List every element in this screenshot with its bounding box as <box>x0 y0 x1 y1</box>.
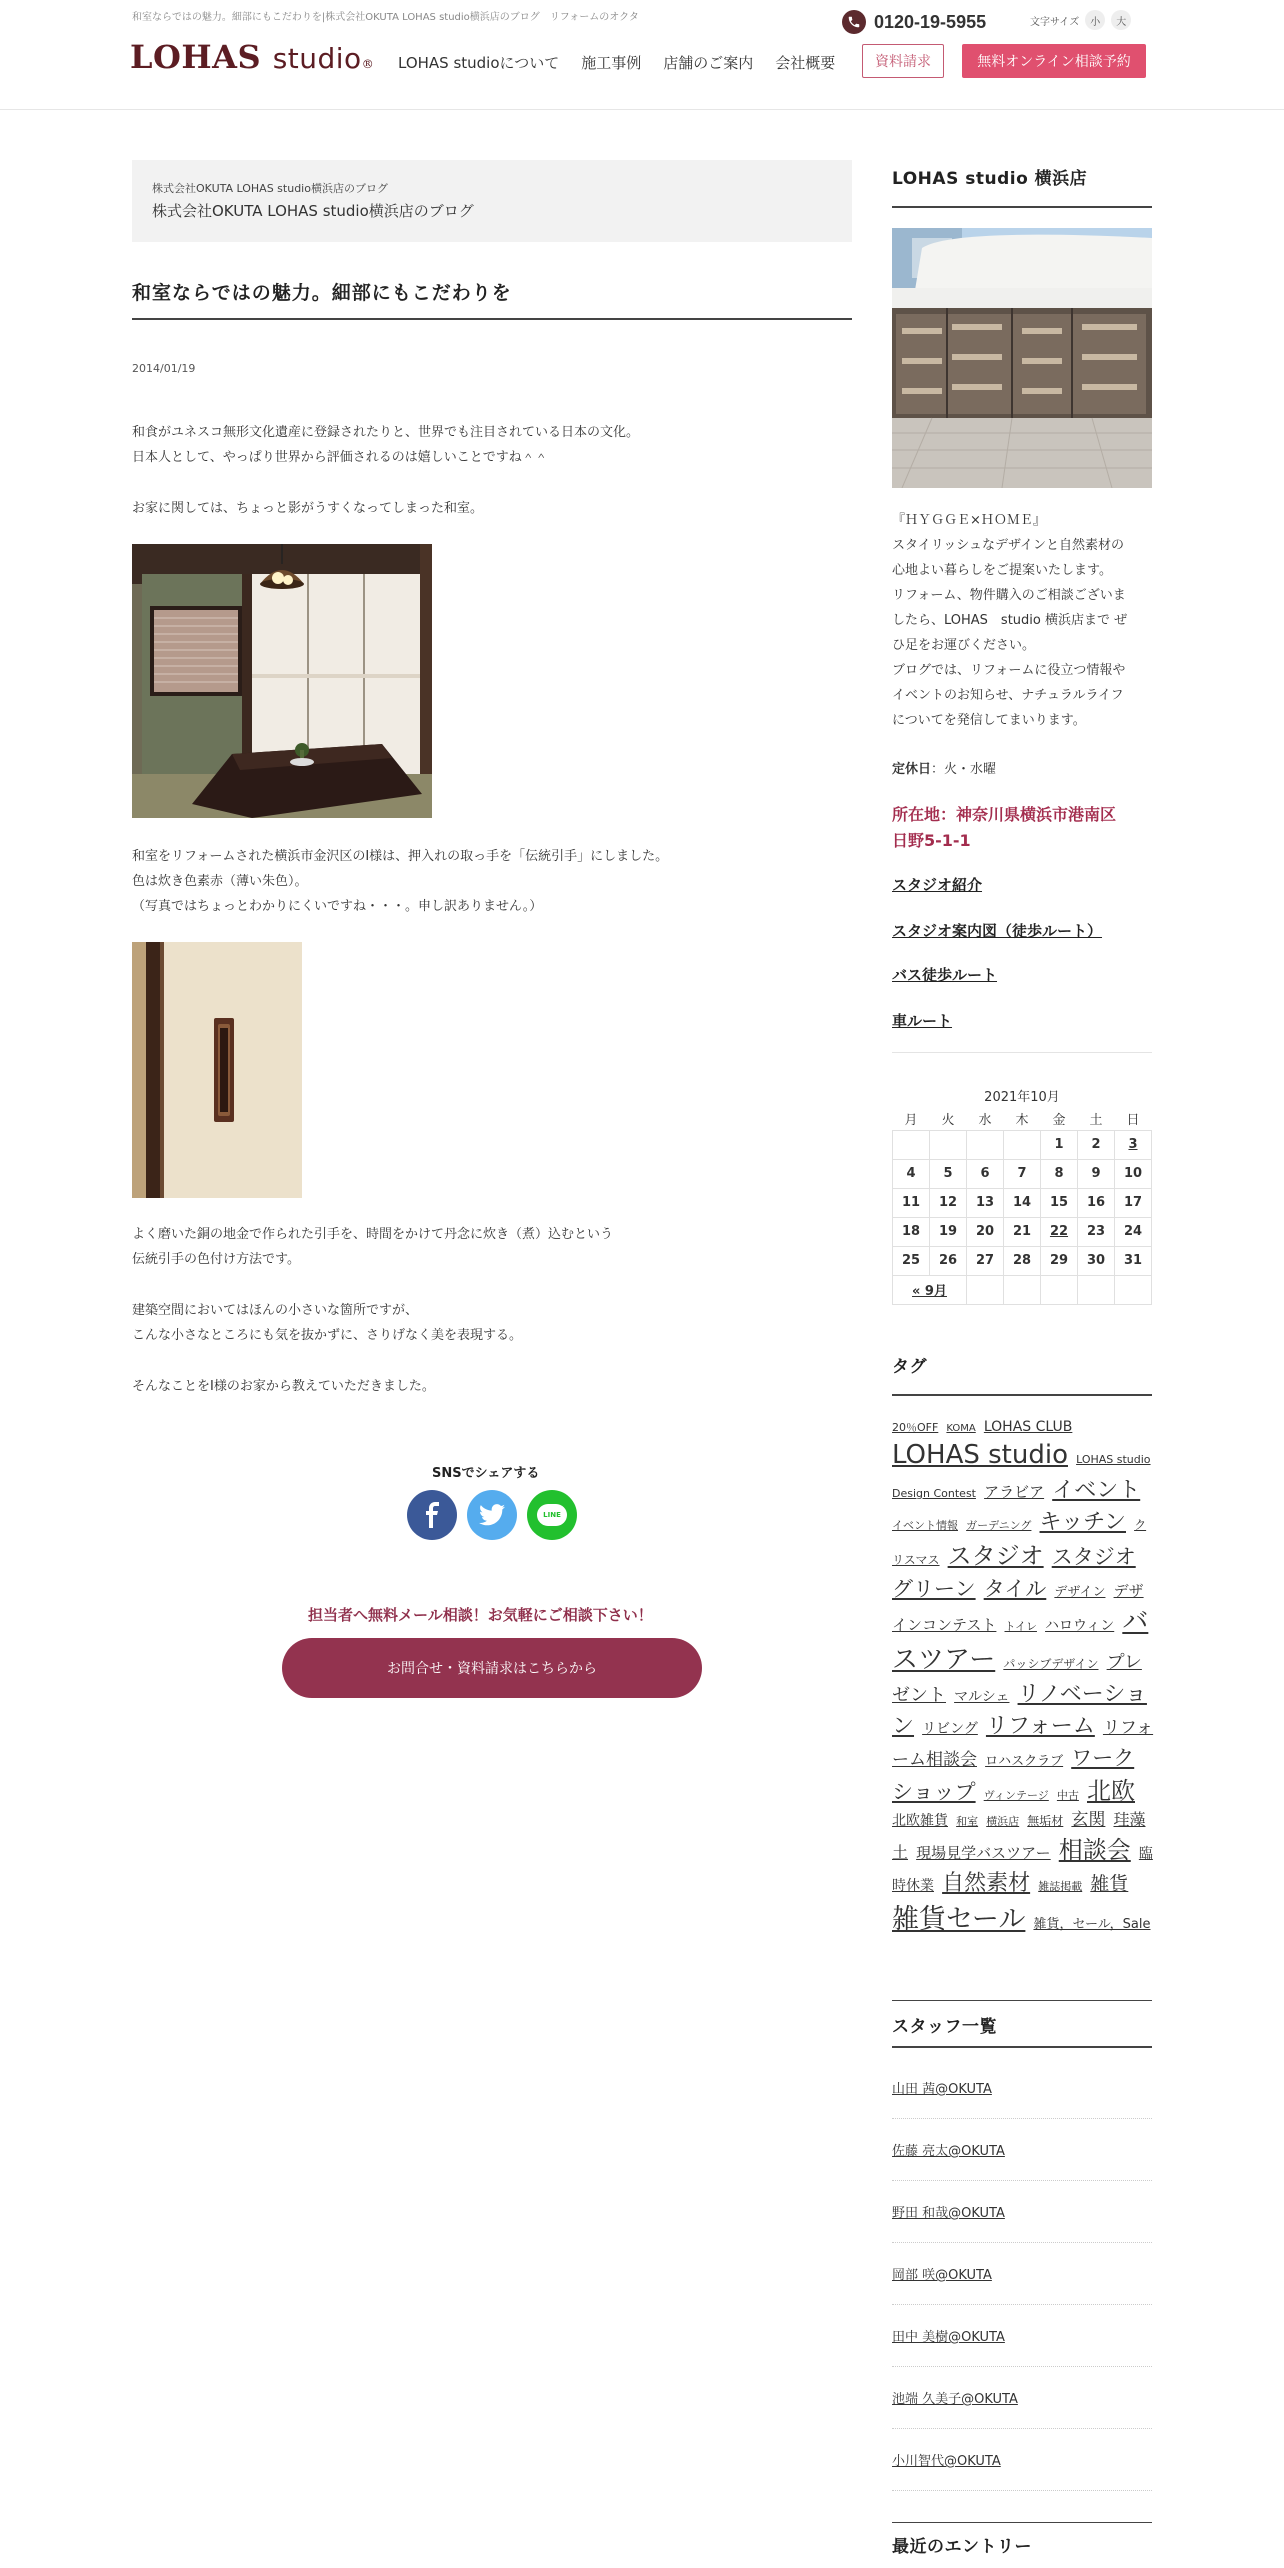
tag-link[interactable]: スタジオグリーン <box>892 1544 1136 1601</box>
staff-divider <box>892 2180 1152 2181</box>
logo-rest: studio <box>272 42 362 75</box>
tag-link[interactable]: スタジオ <box>947 1541 1044 1570</box>
share-label: SNSでシェアする <box>432 1466 540 1481</box>
calendar-day: 21 <box>1004 1217 1041 1246</box>
tag-link[interactable]: 中古 <box>1056 1788 1079 1802</box>
calendar-empty-cell <box>893 1130 930 1159</box>
tag-link[interactable]: 珪藻土 <box>892 1810 1146 1863</box>
tag-link[interactable]: リフォーム <box>985 1714 1095 1740</box>
staff-divider <box>892 2366 1152 2367</box>
staff-link[interactable]: 野田 和哉@OKUTA <box>892 2206 1005 2221</box>
tag-link[interactable]: リビング <box>922 1721 978 1738</box>
calendar-weekday: 水 <box>978 1113 992 1129</box>
text-line: 『ＨＹＧＧＥ×ＨＯＭＥ』 <box>892 513 1046 528</box>
nav-company[interactable]: 会社概要 <box>775 54 836 72</box>
staff-top-rule <box>892 2000 1152 2001</box>
staff-divider <box>892 2490 1152 2491</box>
calendar-day: 4 <box>893 1159 930 1188</box>
tag-link[interactable]: アラビア <box>984 1482 1045 1501</box>
calendar-day: 27 <box>967 1246 1004 1275</box>
staff-divider <box>892 2428 1152 2429</box>
calendar-day: 12 <box>930 1188 967 1217</box>
calendar-day: 11 <box>893 1188 930 1217</box>
door-pull-photo <box>132 942 302 1198</box>
text-line: スタイリッシュなデザインと自然素材の <box>892 538 1125 553</box>
staff-link[interactable]: 山田 茜@OKUTA <box>892 2082 992 2097</box>
store-holiday <box>892 758 996 777</box>
site-tagline: 和室ならではの魅力。細部にもこだわりを|株式会社OKUTA LOHAS studio横浜店のブログ リフォームのオクタ <box>132 12 639 23</box>
text-line: （写真ではちょっとわかりにくいですね・・・。申し訳ありません。） <box>132 899 543 914</box>
tag-link[interactable]: 北欧 <box>1087 1776 1135 1805</box>
breadcrumb[interactable]: 株式会社OKUTA LOHAS studio横浜店のブログ <box>152 182 388 195</box>
tag-link[interactable]: バスツアー <box>892 1607 1149 1675</box>
line-share-button[interactable] <box>527 1490 577 1540</box>
tag-link[interactable]: リノベーション <box>892 1682 1147 1740</box>
text-line: ブログでは、リフォームに役立つ情報や <box>892 663 1126 678</box>
calendar-day[interactable]: 22 <box>1041 1217 1078 1246</box>
tag-link[interactable]: ワークショップ <box>892 1746 1135 1804</box>
tag-link[interactable]: 北欧雑貨 <box>892 1813 948 1830</box>
holiday-label: 定休日 <box>892 762 932 777</box>
calendar-day: 31 <box>1115 1246 1152 1275</box>
store-title-rule <box>892 206 1152 208</box>
blog-name: 株式会社OKUTA LOHAS studio横浜店のブログ <box>152 202 474 220</box>
staff-link[interactable]: 岡部 咲@OKUTA <box>892 2268 992 2283</box>
calendar-day: 24 <box>1115 1217 1152 1246</box>
tag-link[interactable]: 自然素材 <box>942 1870 1031 1896</box>
calendar-weekday: 土 <box>1089 1113 1103 1129</box>
calendar-weekday: 月 <box>904 1113 918 1129</box>
font-small-button[interactable]: 小 <box>1085 10 1105 30</box>
recent-entries-title: 最近のエントリー <box>892 2537 1032 2557</box>
text-line: イベントのお知らせ、ナチュラルライフ <box>892 688 1124 703</box>
tag-link[interactable]: 現場見学バスツアー <box>916 1844 1051 1863</box>
line-icon: LINE <box>537 1504 567 1526</box>
staff-link[interactable]: 田中 美樹@OKUTA <box>892 2330 1005 2345</box>
phone-number: 0120-19-5955 <box>874 11 987 32</box>
store-photo <box>892 228 1152 488</box>
staff-divider <box>892 2304 1152 2305</box>
calendar-weekday: 金 <box>1052 1113 1066 1129</box>
post-title: 和室ならではの魅力。細部にもこだわりを <box>132 282 512 304</box>
calendar-day: 29 <box>1041 1246 1078 1275</box>
calendar-day: 26 <box>930 1246 967 1275</box>
tag-link[interactable]: 相談会 <box>1058 1836 1131 1865</box>
staff-title-rule <box>892 2046 1152 2048</box>
text-line: よく磨いた銅の地金で作られた引手を、時間をかけて丹念に炊き（煮）込むという <box>132 1227 614 1242</box>
text-line: ひ足をお運びください。 <box>892 638 1036 653</box>
phone-icon <box>842 10 866 34</box>
tags-title-rule <box>892 1394 1152 1396</box>
tag-link[interactable]: 雑貨 <box>1090 1872 1129 1895</box>
link-studio-intro[interactable]: スタジオ紹介 <box>892 876 983 894</box>
font-large-button[interactable]: 大 <box>1111 10 1131 30</box>
logo-main: LOHAS <box>130 38 262 76</box>
calendar-prev-month[interactable]: « 9月 <box>893 1275 967 1304</box>
text-line: 日本人として、やっぱり世界から評価されるのは嬉しいことですね＾＾ <box>132 450 548 465</box>
archive-calendar <box>892 1108 1152 1305</box>
text-line: こんな小さなところにも気を抜かずに、さりげなく美を表現する。 <box>132 1328 523 1343</box>
staff-link[interactable]: 池端 久美子@OKUTA <box>892 2392 1018 2407</box>
recent-top-rule <box>892 2522 1152 2523</box>
tags-title: タグ <box>892 1357 927 1377</box>
calendar-day: 5 <box>930 1159 967 1188</box>
logo-registered: ® <box>361 57 375 71</box>
tag-link[interactable]: LOHAS CLUB <box>983 1419 1073 1435</box>
tag-link[interactable]: デザイン <box>1054 1584 1106 1600</box>
font-size-label: 文字サイズ <box>1030 16 1080 28</box>
calendar-day: 2 <box>1078 1130 1115 1159</box>
calendar-day: 13 <box>967 1188 1004 1217</box>
calendar-empty-cell <box>967 1275 1004 1304</box>
request-materials-button[interactable]: 資料請求 <box>862 44 944 78</box>
tag-link[interactable]: LOHAS studio <box>892 1440 1068 1471</box>
tag-link[interactable]: キッチン <box>1039 1509 1126 1535</box>
text-line: そんなことをI様のお家から教えていただきました。 <box>132 1379 435 1394</box>
tag-link[interactable]: マルシェ <box>954 1689 1010 1706</box>
calendar-weekday: 日 <box>1126 1113 1140 1129</box>
tag-link[interactable]: 横浜店 <box>986 1815 1020 1829</box>
calendar-empty-cell <box>1078 1275 1115 1304</box>
staff-link[interactable]: 小川智代@OKUTA <box>892 2454 1001 2469</box>
tag-link[interactable]: 20％OFF <box>892 1421 939 1434</box>
contact-lead: 担当者へ無料メール相談！お気軽にご相談下さい！ <box>308 1606 653 1624</box>
tag-link[interactable]: プレゼント <box>892 1651 1142 1707</box>
calendar-day: 20 <box>967 1217 1004 1246</box>
twitter-icon <box>479 1504 505 1526</box>
tag-link[interactable]: ハロウィン <box>1045 1618 1115 1634</box>
tag-link[interactable]: リフォーム相談会 <box>892 1718 1154 1771</box>
phone-contact[interactable] <box>842 10 986 34</box>
calendar-empty-cell <box>1004 1275 1041 1304</box>
calendar-day: 14 <box>1004 1188 1041 1217</box>
post-paragraph <box>132 420 639 470</box>
calendar-day: 1 <box>1041 1130 1078 1159</box>
tag-link[interactable]: クリスマス <box>892 1517 1147 1567</box>
tag-link[interactable]: 雑貨，セール，Sale <box>1033 1916 1151 1932</box>
tag-link[interactable]: イベント情報 <box>892 1518 958 1532</box>
text-line: 和食がユネスコ無形文化遺産に登録されたりと、世界でも注目されている日本の文化。 <box>132 425 640 440</box>
text-line: お家に関しては、ちょっと影がうすくなってしまった和室。 <box>132 501 484 516</box>
facebook-share-button[interactable] <box>407 1490 457 1540</box>
tag-link[interactable]: KOMA <box>946 1423 976 1434</box>
text-line: 日野5-1-1 <box>892 831 971 850</box>
holiday-value: ：火・水曜 <box>931 762 997 777</box>
site-logo[interactable] <box>130 38 374 76</box>
blog-header-box <box>132 160 852 242</box>
calendar-day: 23 <box>1078 1217 1115 1246</box>
staff-divider <box>892 2242 1152 2243</box>
text-line: 色は炊き色素赤（薄い朱色）。 <box>132 874 308 889</box>
link-walking-map[interactable]: スタジオ案内図（徒歩ルート） <box>892 922 1103 940</box>
calendar-day[interactable]: 3 <box>1115 1130 1152 1159</box>
tag-link[interactable]: デザインコンテスト <box>892 1581 1144 1634</box>
calendar-day: 17 <box>1115 1188 1152 1217</box>
site-header <box>0 0 1284 110</box>
link-car-route[interactable]: 車ルート <box>892 1012 953 1030</box>
calendar-day: 10 <box>1115 1159 1152 1188</box>
sidebar-divider <box>892 1052 1152 1053</box>
tag-link[interactable]: 玄関 <box>1071 1810 1106 1831</box>
calendar-day: 19 <box>930 1217 967 1246</box>
calendar-day: 28 <box>1004 1246 1041 1275</box>
text-line: リフォーム、物件購入のご相談ございま <box>892 588 1126 603</box>
tag-link[interactable]: ヴィンテージ <box>983 1788 1049 1802</box>
tag-link[interactable]: LOHAS studio Design Contest <box>892 1453 1151 1500</box>
calendar-caption: 2021年10月 <box>984 1090 1060 1105</box>
tag-link[interactable]: パッシブデザイン <box>1003 1656 1099 1671</box>
calendar-empty-cell <box>967 1130 1004 1159</box>
nav-about[interactable]: LOHAS studioについて <box>398 54 560 72</box>
staff-link[interactable]: 佐藤 亮太@OKUTA <box>892 2144 1005 2159</box>
tag-link[interactable]: ガーデニング <box>966 1518 1032 1532</box>
calendar-weekday: 木 <box>1015 1113 1029 1129</box>
calendar-empty-cell <box>1004 1130 1041 1159</box>
staff-title: スタッフ一覧 <box>892 2017 997 2037</box>
tag-cloud <box>892 1414 1154 1939</box>
staff-divider <box>892 2118 1152 2119</box>
calendar-day: 15 <box>1041 1188 1078 1217</box>
twitter-share-button[interactable] <box>467 1490 517 1540</box>
calendar-day: 16 <box>1078 1188 1115 1217</box>
calendar-empty-cell <box>1115 1275 1152 1304</box>
post-paragraph <box>132 1374 435 1399</box>
tag-link[interactable]: タイル <box>983 1576 1047 1601</box>
calendar-day: 30 <box>1078 1246 1115 1275</box>
text-line: 和室をリフォームされた横浜市金沢区のI様は、押入れの取っ手を「伝統引手」にしました。 <box>132 849 669 864</box>
tag-link[interactable]: ロハスクラブ <box>985 1754 1064 1770</box>
calendar-empty-cell <box>1041 1275 1078 1304</box>
calendar-day: 6 <box>967 1159 1004 1188</box>
calendar-empty-cell <box>930 1130 967 1159</box>
main-nav <box>398 52 835 73</box>
tag-link[interactable]: 雑誌掲載 <box>1038 1879 1083 1893</box>
facebook-icon <box>421 1502 443 1528</box>
title-divider <box>132 318 852 320</box>
calendar-day: 25 <box>893 1246 930 1275</box>
post-paragraph <box>132 496 483 521</box>
text-line: 伝統引手の色付け方法です。 <box>132 1252 300 1267</box>
tag-link[interactable]: 雑貨セール <box>892 1903 1026 1935</box>
washitsu-room-photo <box>132 544 432 818</box>
post-paragraph <box>132 844 668 919</box>
nav-works[interactable]: 施工事例 <box>581 54 642 72</box>
calendar-day: 18 <box>893 1217 930 1246</box>
tag-link[interactable]: トイレ <box>1004 1620 1037 1633</box>
store-description <box>892 508 1152 733</box>
text-line: 建築空間においてはほんの小さいな箇所ですが、 <box>132 1303 419 1318</box>
tag-link[interactable]: 臨時休業 <box>892 1846 1153 1894</box>
text-line: 所在地：神奈川県横浜市港南区 <box>892 805 1117 824</box>
store-title: LOHAS studio 横浜店 <box>892 169 1088 189</box>
tag-link[interactable]: 無垢材 <box>1027 1814 1064 1829</box>
nav-stores[interactable]: 店舗のご案内 <box>663 54 754 72</box>
online-consult-button[interactable]: 無料オンライン相談予約 <box>962 44 1146 78</box>
calendar-day: 7 <box>1004 1159 1041 1188</box>
text-line: 心地よい暮らしをご提案いたします。 <box>892 563 1112 578</box>
post-paragraph <box>132 1298 522 1348</box>
tag-link[interactable]: イベント <box>1052 1477 1141 1503</box>
link-bus-route[interactable]: バス徒歩ルート <box>892 966 998 984</box>
calendar-weekday: 火 <box>941 1113 955 1129</box>
calendar-day: 8 <box>1041 1159 1078 1188</box>
text-line: したら、LOHAS studio 横浜店まで ぜ <box>892 613 1128 628</box>
text-line: についてを発信してまいります。 <box>892 713 1086 728</box>
post-paragraph <box>132 1222 613 1272</box>
font-size-switcher <box>1030 10 1131 30</box>
tag-link[interactable]: 和室 <box>956 1815 979 1829</box>
calendar-day: 9 <box>1078 1159 1115 1188</box>
post-date: 2014/01/19 <box>132 362 196 375</box>
contact-button[interactable]: お問合せ・資料請求はこちらから <box>282 1638 702 1698</box>
store-address <box>892 802 1152 854</box>
